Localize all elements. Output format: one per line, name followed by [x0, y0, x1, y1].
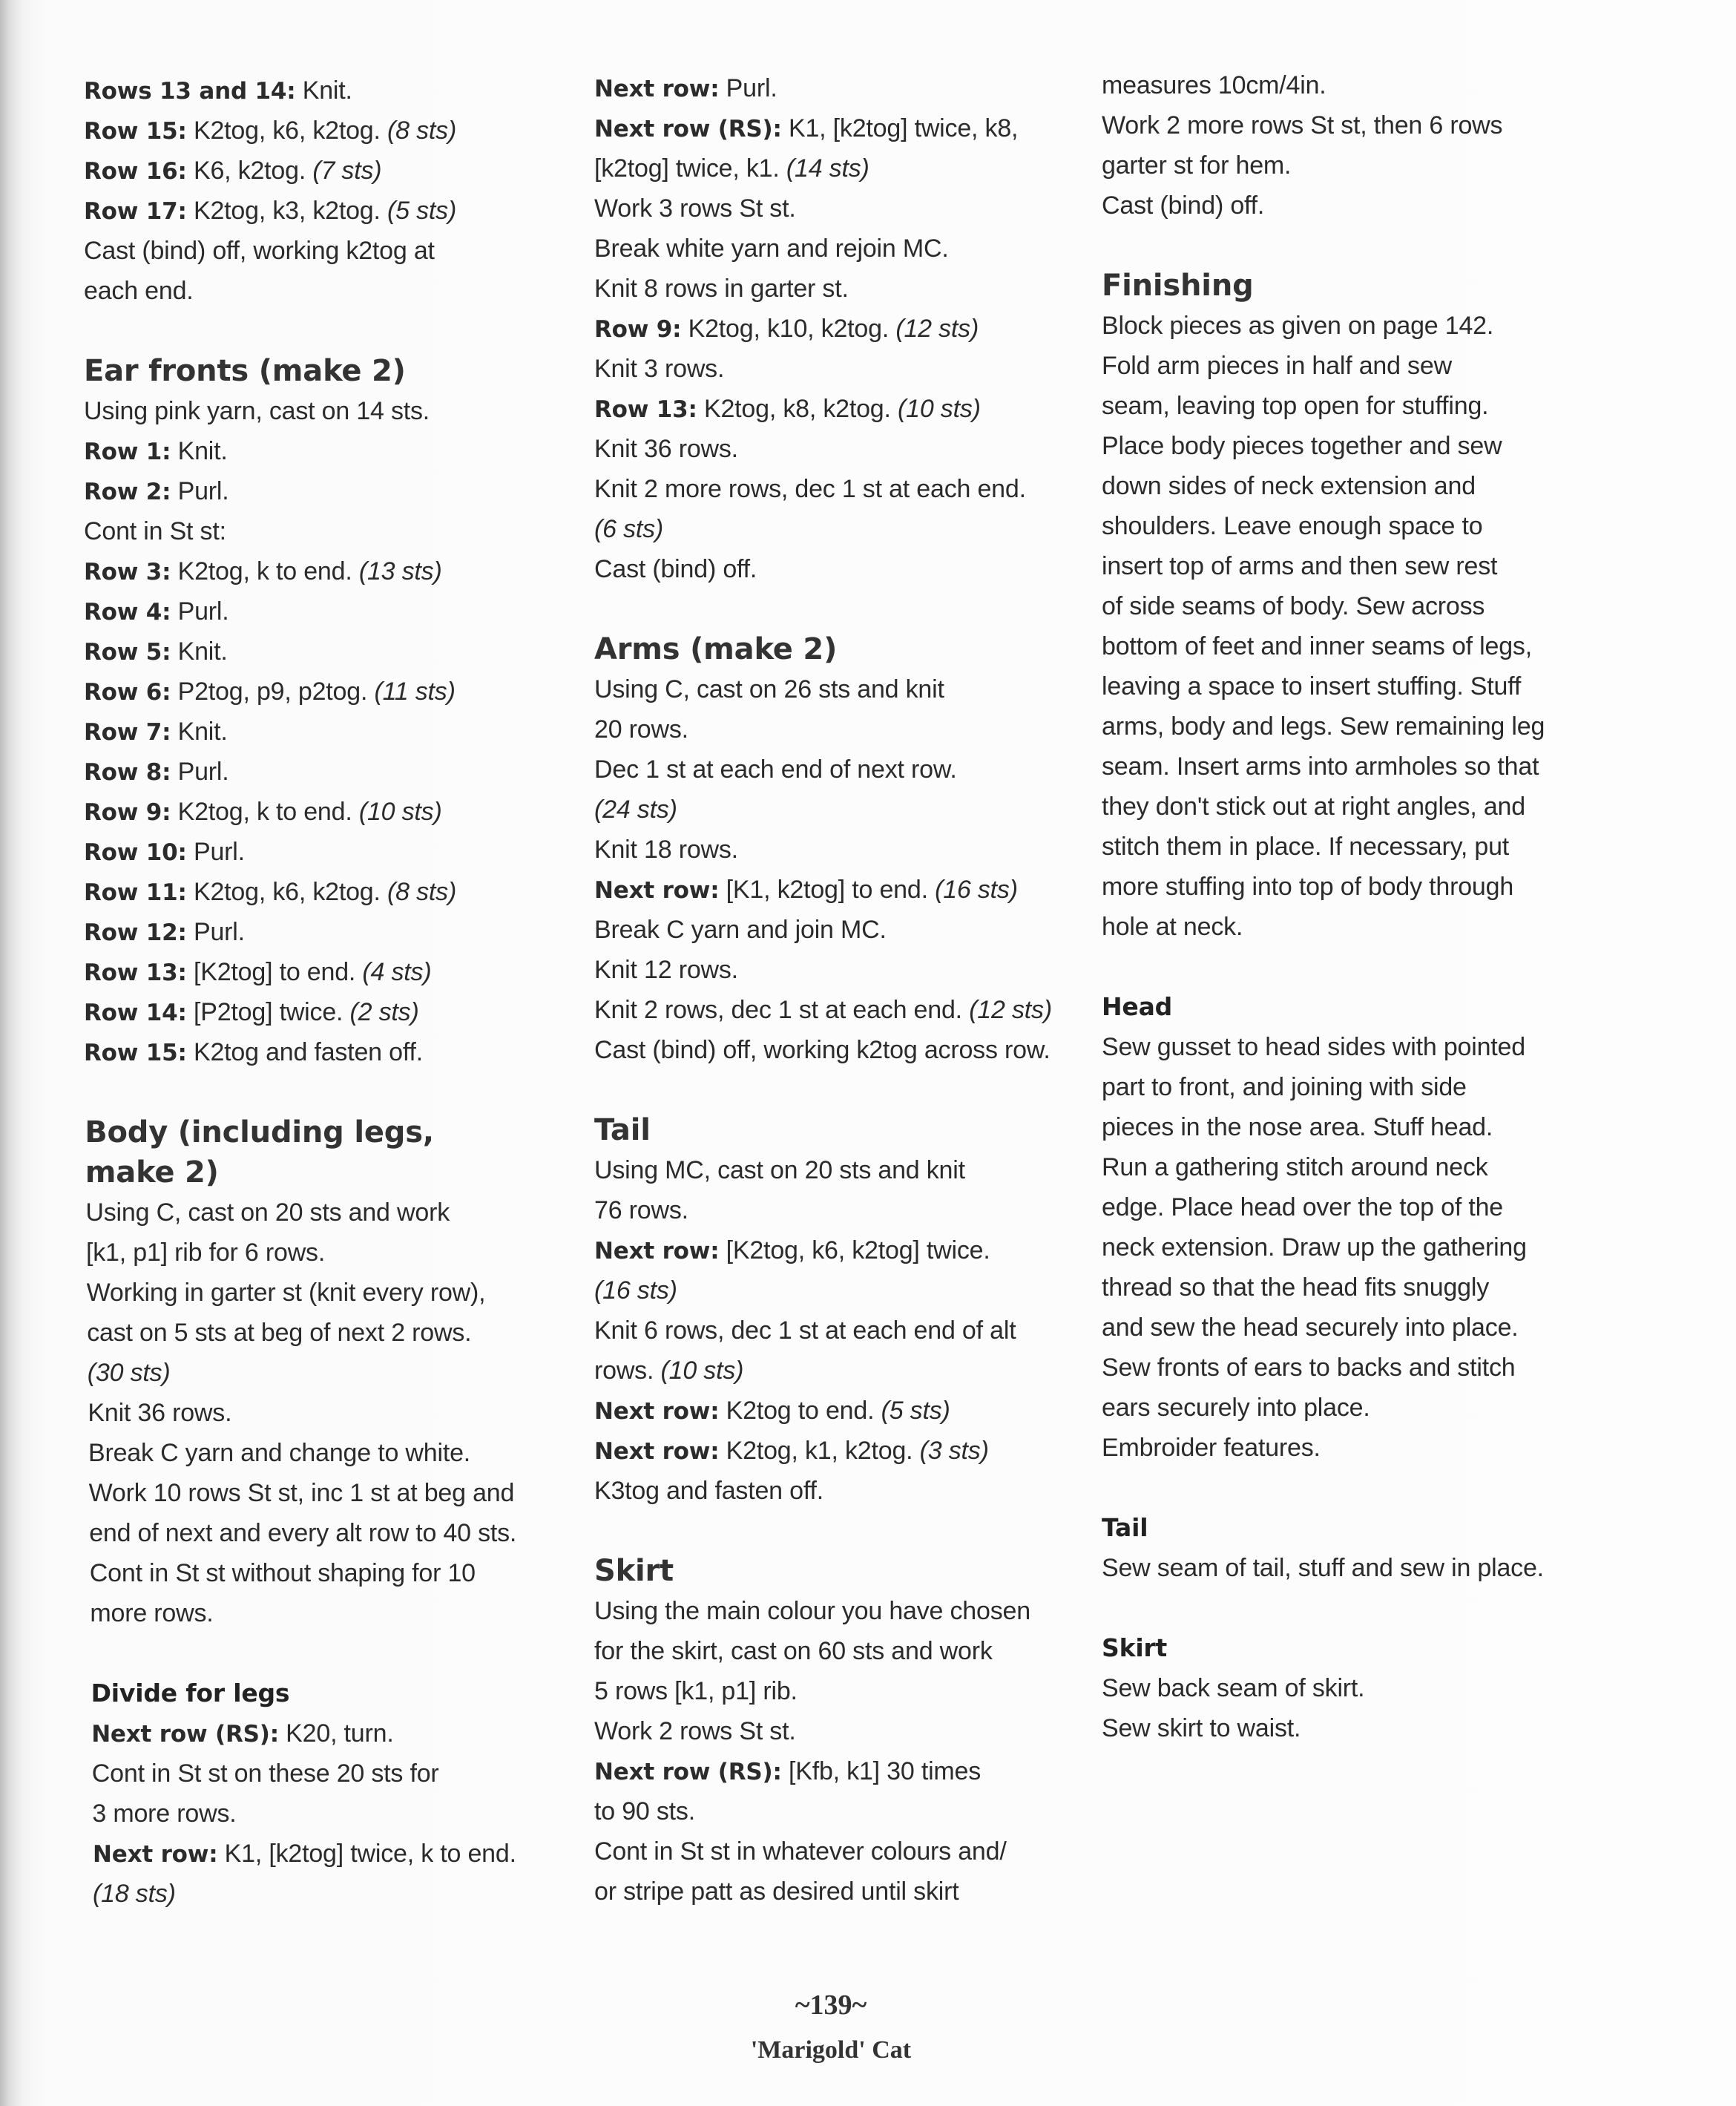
instruction-line: [90, 1553, 476, 1593]
instruction-line: [1102, 706, 1545, 747]
row-label: Row 11:: [84, 879, 187, 906]
instruction-line: [88, 1393, 231, 1433]
row-label: Next row:: [594, 1398, 720, 1425]
instruction-line: [594, 68, 777, 108]
instruction-line: [84, 832, 245, 872]
instruction-text: Cont in St st in whatever colours and/: [594, 1837, 1007, 1866]
instruction-line: [594, 1431, 989, 1471]
instruction-line: [84, 111, 456, 151]
instruction-text: seam, leaving top open for stuffing.: [1102, 392, 1489, 420]
section-heading: make 2): [85, 1155, 219, 1190]
instruction-text: Sew fronts of ears to backs and stitch: [1102, 1354, 1516, 1382]
stitch-count: (4 sts): [362, 958, 432, 986]
instruction-line: [594, 349, 724, 389]
instruction-line: [594, 389, 981, 429]
instruction-text: leaving a space to insert stuffing. Stuff: [1102, 672, 1522, 701]
instruction-line: [84, 231, 435, 271]
instruction-text: insert top of arms and then sew rest: [1102, 552, 1498, 580]
instruction-line: [594, 749, 957, 790]
instruction-line: [88, 1353, 171, 1393]
instruction-line: [1102, 65, 1326, 105]
instruction-line: [594, 429, 738, 469]
instruction-text: they don't stick out at right angles, and: [1102, 793, 1525, 821]
instruction-line: [594, 1230, 990, 1270]
instruction-text: hole at neck.: [1102, 913, 1243, 941]
instruction-text: Knit 2 rows, dec 1 st at each end.: [594, 996, 970, 1024]
instruction-text: Knit 36 rows.: [88, 1399, 232, 1427]
instruction-text: [K2tog] to end.: [186, 958, 363, 986]
stitch-count: (12 sts): [895, 315, 979, 343]
instruction-line: [1102, 1428, 1321, 1468]
row-label: Row 10:: [84, 839, 187, 866]
stitch-count: (3 sts): [919, 1437, 989, 1465]
instruction-line: [84, 431, 228, 471]
instruction-text: K2tog, k to end.: [171, 557, 359, 585]
row-label: Row 1:: [84, 439, 171, 465]
instruction-line: [84, 511, 226, 551]
instruction-line: [1102, 1548, 1544, 1588]
row-label: Next row (RS):: [594, 1759, 782, 1785]
instruction-line: [594, 950, 738, 990]
subsection-heading: Tail: [1102, 1513, 1148, 1542]
instruction-text: K2tog, k6, k2tog.: [186, 878, 388, 906]
instruction-line: [1102, 1308, 1519, 1348]
instruction-text: Break white yarn and rejoin MC.: [594, 234, 949, 263]
instruction-line: [89, 1513, 516, 1553]
instruction-text: Block pieces as given on page 142.: [1102, 312, 1494, 340]
instruction-line: [84, 271, 194, 311]
instruction-line: [1102, 306, 1493, 346]
row-label: Row 13:: [594, 396, 697, 423]
instruction-line: [84, 391, 430, 431]
instruction-text: Working in garter st (knit every row),: [86, 1279, 486, 1307]
instruction-line: [84, 551, 442, 591]
row-label: Next row:: [594, 1438, 720, 1465]
instruction-text: or stripe patt as desired until skirt: [594, 1877, 959, 1906]
instruction-text: Embroider features.: [1102, 1434, 1321, 1462]
instruction-line: [594, 549, 757, 589]
instruction-text: Using MC, cast on 20 sts and knit: [594, 1156, 965, 1184]
instruction-line: [594, 269, 849, 309]
instruction-line: [84, 792, 442, 832]
instruction-line: [84, 1032, 423, 1072]
row-label: Next row:: [93, 1841, 218, 1868]
row-label: Next row:: [594, 76, 720, 102]
subsection-heading: Divide for legs: [91, 1679, 290, 1708]
instruction-text: K2tog, k10, k2tog.: [681, 315, 896, 343]
instruction-text: K2tog, k6, k2tog.: [186, 117, 388, 145]
instruction-text: Knit 18 rows.: [594, 836, 738, 864]
row-label: Row 6:: [84, 679, 171, 706]
instruction-text: Place body pieces together and sew: [1102, 432, 1502, 460]
instruction-line: [1102, 827, 1509, 867]
section-heading: Finishing: [1102, 269, 1254, 303]
instruction-text: Knit 6 rows, dec 1 st at each end of alt: [594, 1316, 1016, 1345]
instruction-line: [594, 108, 1018, 148]
instruction-text: Purl.: [719, 74, 777, 102]
instruction-line: [84, 151, 381, 191]
instruction-line: [594, 309, 979, 349]
instruction-line: [86, 1233, 325, 1273]
row-label: Row 15:: [84, 1040, 187, 1066]
instruction-line: [1102, 867, 1513, 907]
instruction-text: thread so that the head fits snuggly: [1102, 1273, 1490, 1302]
row-label: Next row:: [594, 1238, 720, 1264]
instruction-text: Knit 36 rows.: [594, 435, 738, 463]
instruction-text: each end.: [84, 277, 194, 305]
instruction-line: [1102, 1107, 1493, 1147]
instruction-line: [93, 1834, 516, 1874]
instruction-line: [1102, 426, 1502, 466]
instruction-text: Purl.: [186, 918, 245, 946]
instruction-text: [P2tog] twice.: [186, 998, 350, 1026]
instruction-text: Purl.: [186, 838, 245, 866]
instruction-line: [594, 870, 1018, 910]
section-heading: Tail: [594, 1113, 651, 1147]
page-number: ~139~: [795, 1989, 867, 2021]
row-label: Row 5:: [84, 639, 171, 666]
instruction-text: Work 2 rows St st.: [594, 1717, 796, 1745]
instruction-text: Work 2 more rows St st, then 6 rows: [1102, 111, 1503, 140]
instruction-text: neck extension. Draw up the gathering: [1102, 1233, 1527, 1262]
instruction-line: [594, 469, 1026, 509]
instruction-line: [87, 1313, 471, 1353]
instruction-text: Sew skirt to waist.: [1102, 1714, 1301, 1742]
instruction-text: K1, [k2tog] twice, k8,: [781, 114, 1019, 142]
instruction-line: [93, 1874, 176, 1914]
instruction-text: K1, [k2tog] twice, k to end.: [217, 1840, 516, 1868]
stitch-count: (16 sts): [594, 1276, 677, 1305]
instruction-line: [84, 672, 456, 712]
row-label: Next row (RS):: [594, 116, 782, 142]
column-middle: [594, 0, 1099, 1929]
instruction-text: Cont in St st on these 20 sts for: [91, 1759, 439, 1788]
row-label: Row 13:: [84, 959, 187, 986]
instruction-text: down sides of neck extension and: [1102, 472, 1476, 500]
instruction-line: [84, 70, 352, 111]
instruction-text: bottom of feet and inner seams of legs,: [1102, 632, 1532, 660]
section-heading: Arms (make 2): [594, 632, 838, 666]
instruction-line: [92, 1754, 439, 1794]
instruction-text: seam. Insert arms into armholes so that: [1102, 752, 1539, 781]
row-label: Row 7:: [84, 719, 171, 746]
row-label: Row 12:: [84, 919, 187, 946]
instruction-text: [Kfb, k1] 30 times: [781, 1757, 982, 1785]
instruction-text: and sew the head securely into place.: [1102, 1313, 1519, 1342]
row-label: Row 8:: [84, 759, 171, 786]
row-label: Row 9:: [594, 316, 682, 343]
subsection-heading: Head: [1102, 992, 1173, 1021]
row-label: Next row:: [594, 877, 720, 904]
stitch-count: (30 sts): [87, 1359, 171, 1387]
stitch-count: (11 sts): [374, 678, 456, 706]
stitch-count: (5 sts): [881, 1397, 950, 1425]
instruction-line: [1102, 186, 1264, 226]
instruction-line: [594, 1471, 823, 1511]
instruction-line: [1102, 907, 1243, 947]
instruction-line: [594, 509, 663, 549]
instruction-text: Cont in St st:: [84, 517, 226, 545]
instruction-text: [k2tog] twice, k1.: [594, 154, 786, 183]
stitch-count: (6 sts): [594, 515, 664, 543]
instruction-text: edge. Place head over the top of the: [1102, 1193, 1503, 1221]
instruction-line: [594, 1270, 677, 1310]
instruction-text: for the skirt, cast on 60 sts and work: [594, 1637, 993, 1665]
instruction-text: more rows.: [90, 1599, 214, 1627]
instruction-text: arms, body and legs. Sew remaining leg: [1102, 712, 1545, 741]
row-label: Rows 13 and 14:: [84, 78, 296, 105]
instruction-line: [594, 1872, 959, 1912]
instruction-line: [1102, 1147, 1488, 1187]
instruction-text: Sew gusset to head sides with pointed: [1102, 1033, 1525, 1061]
instruction-text: Purl.: [171, 758, 229, 786]
instruction-text: Cast (bind) off.: [594, 555, 757, 583]
instruction-text: Knit.: [171, 718, 228, 746]
instruction-line: [1102, 1227, 1527, 1267]
instruction-line: [84, 471, 229, 511]
instruction-line: [1102, 346, 1452, 386]
instruction-line: [84, 952, 431, 992]
stitch-count: (10 sts): [358, 798, 442, 826]
instruction-line: [91, 1713, 393, 1754]
instruction-line: [1102, 1388, 1370, 1428]
stitch-count: (16 sts): [935, 876, 1018, 904]
instruction-text: 3 more rows.: [92, 1800, 237, 1828]
row-label: Row 14:: [84, 1000, 187, 1026]
instruction-line: [1102, 747, 1539, 787]
row-label: Row 15:: [84, 118, 187, 145]
instruction-line: [594, 1150, 965, 1190]
column-right: [1102, 0, 1606, 1929]
instruction-text: 5 rows [k1, p1] rib.: [594, 1677, 798, 1705]
instruction-text: to 90 sts.: [594, 1797, 695, 1825]
stitch-count: (12 sts): [969, 996, 1052, 1024]
instruction-text: K2tog to end.: [719, 1397, 881, 1425]
instruction-line: [84, 872, 456, 912]
instruction-line: [594, 1711, 796, 1751]
instruction-line: [1102, 1708, 1301, 1748]
subsection-heading: Skirt: [1102, 1633, 1168, 1662]
instruction-text: Knit.: [171, 637, 228, 666]
instruction-text: Knit.: [295, 76, 352, 105]
instruction-text: Break C yarn and change to white.: [88, 1439, 471, 1467]
stitch-count: (14 sts): [786, 154, 869, 183]
stitch-count: (10 sts): [660, 1357, 744, 1385]
instruction-text: 76 rows.: [594, 1196, 688, 1224]
instruction-line: [1102, 145, 1291, 186]
instruction-text: Knit 12 rows.: [594, 956, 738, 984]
instruction-line: [90, 1593, 213, 1633]
row-label: Row 16:: [84, 158, 187, 185]
instruction-line: [1102, 466, 1476, 506]
instruction-text: Fold arm pieces in half and sew: [1102, 352, 1452, 380]
instruction-text: Knit.: [171, 437, 228, 465]
instruction-line: [1102, 386, 1488, 426]
instruction-line: [1102, 1348, 1515, 1388]
row-label: Next row (RS):: [91, 1721, 279, 1748]
instruction-line: [594, 1310, 1016, 1351]
instruction-text: ears securely into place.: [1102, 1394, 1370, 1422]
instruction-text: end of next and every alt row to 40 sts.: [89, 1519, 517, 1547]
instruction-text: shoulders. Leave enough space to: [1102, 512, 1483, 540]
instruction-line: [1102, 105, 1502, 145]
instruction-text: measures 10cm/4in.: [1102, 71, 1326, 99]
instruction-text: rows.: [594, 1357, 661, 1385]
stitch-count: (8 sts): [387, 117, 457, 145]
instruction-text: K3tog and fasten off.: [594, 1477, 823, 1505]
stitch-count: (24 sts): [594, 796, 677, 824]
instruction-text: [K1, k2tog] to end.: [719, 876, 936, 904]
instruction-line: [1102, 586, 1485, 626]
instruction-text: Knit 8 rows in garter st.: [594, 275, 849, 303]
row-label: Row 17:: [84, 198, 187, 225]
instruction-line: [594, 1671, 798, 1711]
instruction-line: [594, 709, 688, 749]
instruction-line: [1102, 626, 1532, 666]
instruction-line: [594, 990, 1052, 1030]
section-heading: Body (including legs,: [85, 1115, 434, 1149]
instruction-text: of side seams of body. Sew across: [1102, 592, 1485, 620]
instruction-text: K6, k2tog.: [186, 157, 313, 185]
instruction-text: Cont in St st without shaping for 10: [89, 1559, 476, 1587]
instruction-text: garter st for hem.: [1102, 151, 1292, 180]
instruction-text: more stuffing into top of body through: [1102, 873, 1514, 901]
instruction-text: 20 rows.: [594, 715, 688, 744]
instruction-line: [84, 591, 229, 632]
instruction-line: [594, 188, 796, 229]
stitch-count: (7 sts): [312, 157, 382, 185]
instruction-line: [594, 910, 887, 950]
instruction-line: [594, 1631, 993, 1671]
instruction-line: [87, 1273, 486, 1313]
instruction-text: Run a gathering stitch around neck: [1102, 1153, 1488, 1181]
instruction-line: [1102, 1187, 1503, 1227]
instruction-text: Break C yarn and join MC.: [594, 916, 887, 944]
instruction-text: K2tog, k8, k2tog.: [697, 395, 898, 423]
section-heading: Ear fronts (make 2): [84, 354, 406, 388]
instruction-text: Sew back seam of skirt.: [1102, 1674, 1365, 1702]
instruction-line: [594, 669, 944, 709]
instruction-text: Work 3 rows St st.: [594, 194, 796, 223]
instruction-line: [1102, 787, 1525, 827]
instruction-line: [1102, 666, 1521, 706]
instruction-line: [84, 632, 228, 672]
instruction-text: K2tog, k3, k2tog.: [186, 197, 388, 225]
stitch-count: (8 sts): [387, 878, 457, 906]
column-left: [84, 0, 588, 1929]
instruction-line: [594, 1831, 1007, 1872]
instruction-line: [1102, 546, 1497, 586]
instruction-text: Cast (bind) off.: [1102, 191, 1265, 220]
instruction-line: [594, 1030, 1051, 1070]
instruction-text: Using pink yarn, cast on 14 sts.: [84, 397, 430, 425]
instruction-text: Cast (bind) off, working k2tog at: [84, 237, 435, 265]
stitch-count: (10 sts): [898, 395, 981, 423]
instruction-text: stitch them in place. If necessary, put: [1102, 833, 1510, 861]
instruction-text: Purl.: [171, 597, 229, 626]
row-label: Row 2:: [84, 479, 171, 505]
instruction-text: Dec 1 st at each end of next row.: [594, 755, 957, 784]
instruction-text: Sew seam of tail, stuff and sew in place.: [1102, 1554, 1544, 1582]
running-title: 'Marigold' Cat: [750, 2036, 912, 2064]
row-label: Row 4:: [84, 599, 171, 626]
instruction-text: [k1, p1] rib for 6 rows.: [86, 1239, 326, 1267]
instruction-line: [1102, 506, 1482, 546]
instruction-text: K20, turn.: [278, 1719, 394, 1748]
instruction-line: [594, 148, 869, 188]
instruction-line: [594, 1591, 1030, 1631]
instruction-text: Using C, cast on 20 sts and work: [85, 1198, 450, 1227]
instruction-text: Cast (bind) off, working k2tog across row.: [594, 1036, 1051, 1064]
instruction-line: [594, 1351, 743, 1391]
stitch-count: (13 sts): [358, 557, 442, 585]
instruction-line: [594, 830, 738, 870]
instruction-line: [594, 1190, 688, 1230]
instruction-text: Knit 2 more rows, dec 1 st at each end.: [594, 475, 1026, 503]
instruction-line: [84, 712, 228, 752]
instruction-line: [84, 752, 229, 792]
instruction-line: [92, 1794, 236, 1834]
instruction-line: [1102, 1067, 1467, 1107]
instruction-text: Knit 3 rows.: [594, 355, 725, 383]
instruction-text: Purl.: [171, 477, 229, 505]
instruction-line: [594, 1751, 981, 1791]
instruction-text: K2tog, k1, k2tog.: [719, 1437, 920, 1465]
instruction-line: [594, 790, 677, 830]
instruction-line: [84, 191, 456, 231]
instruction-line: [594, 1391, 950, 1431]
row-label: Row 9:: [84, 799, 171, 826]
instruction-text: K2tog and fasten off.: [186, 1038, 423, 1066]
instruction-line: [84, 912, 245, 952]
section-heading: Skirt: [594, 1554, 674, 1588]
stitch-count: (5 sts): [387, 197, 457, 225]
stitch-count: (18 sts): [93, 1880, 176, 1908]
instruction-line: [594, 1791, 695, 1831]
instruction-line: [84, 992, 419, 1032]
instruction-text: Using the main colour you have chosen: [594, 1597, 1030, 1625]
instruction-line: [85, 1193, 450, 1233]
stitch-count: (2 sts): [349, 998, 419, 1026]
instruction-text: pieces in the nose area. Stuff head.: [1102, 1113, 1493, 1141]
instruction-text: part to front, and joining with side: [1102, 1073, 1467, 1101]
instruction-text: Using C, cast on 26 sts and knit: [594, 675, 944, 703]
instruction-line: [594, 229, 949, 269]
instruction-line: [1102, 1027, 1525, 1067]
instruction-line: [89, 1473, 515, 1513]
instruction-text: K2tog, k to end.: [171, 798, 359, 826]
instruction-line: [88, 1433, 470, 1473]
instruction-text: Work 10 rows St st, inc 1 st at beg and: [88, 1479, 515, 1507]
row-label: Row 3:: [84, 559, 171, 585]
instruction-text: P2tog, p9, p2tog.: [171, 678, 375, 706]
instruction-text: [K2tog, k6, k2tog] twice.: [719, 1236, 990, 1264]
instruction-line: [1102, 1267, 1489, 1308]
instruction-text: cast on 5 sts at beg of next 2 rows.: [87, 1319, 472, 1347]
instruction-line: [1102, 1668, 1364, 1708]
